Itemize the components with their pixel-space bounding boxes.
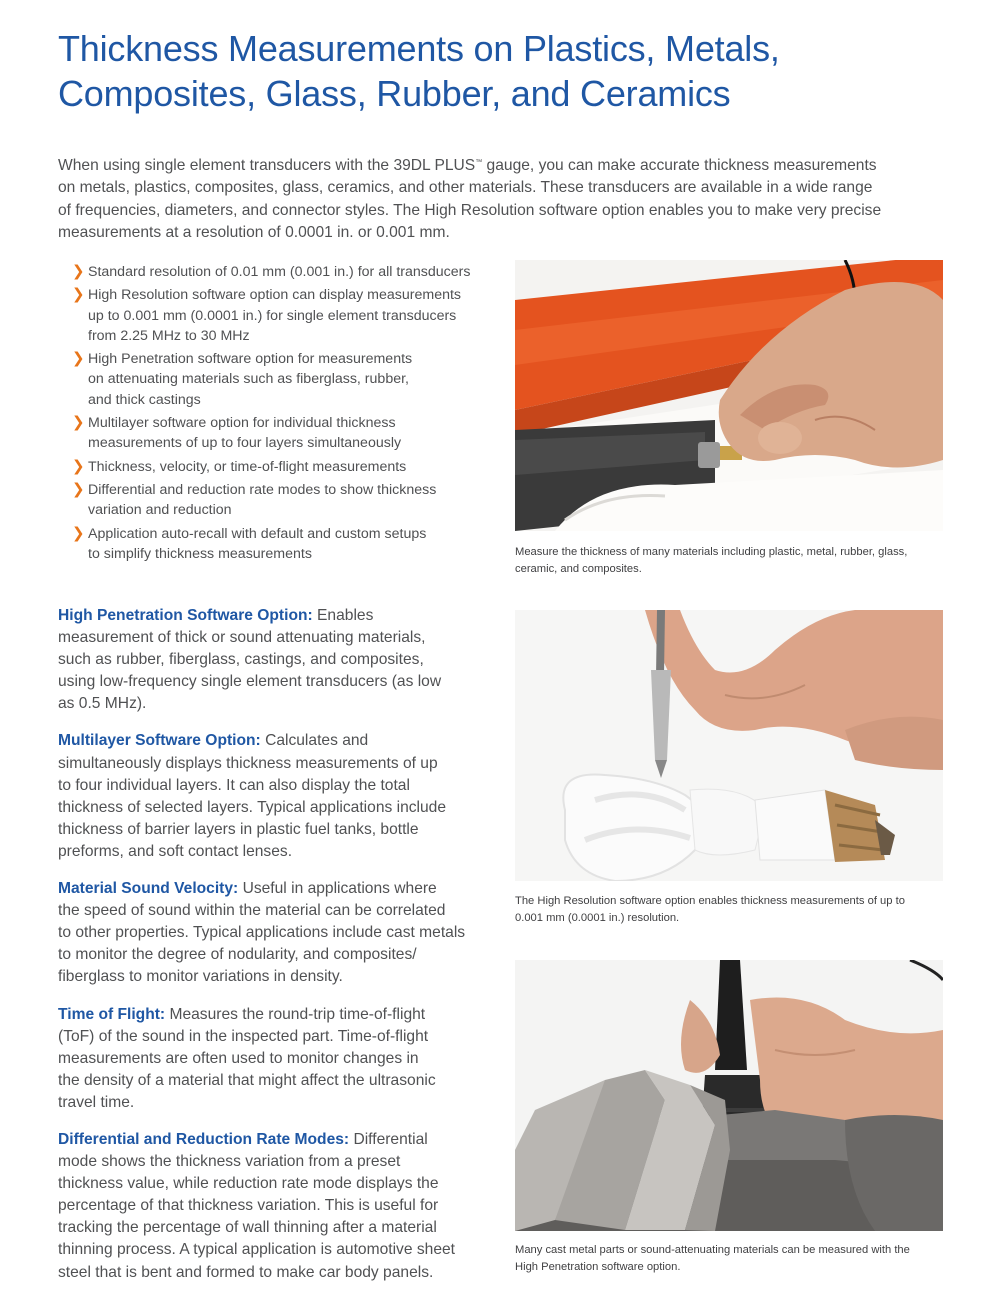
option-heading: Differential and Reduction Rate Modes: bbox=[58, 1130, 350, 1148]
intro-line-3: of frequencies, diameters, and connector styles. The High Resolution software option enables you to make very precise bbox=[58, 201, 882, 219]
option-section bbox=[58, 730, 498, 863]
option-section-line: to four individual layers. It can also display the total bbox=[58, 776, 410, 794]
feature-bullet bbox=[72, 457, 492, 477]
option-text: Measures the round-trip time-of-flight bbox=[165, 1005, 426, 1023]
option-section-line bbox=[58, 1129, 498, 1151]
photo-pipes-illustration bbox=[515, 260, 943, 531]
intro-line-1: When using single element transducers with the 39DL PLUS™ gauge, you can make accurate thickness measurements bbox=[58, 157, 877, 174]
caption-2-line-2: 0.001 mm (0.0001 in.) resolution. bbox=[515, 912, 680, 924]
caption-3 bbox=[515, 1242, 945, 1276]
photo-cast-metal-illustration bbox=[515, 960, 943, 1231]
option-text: Enables bbox=[312, 607, 374, 624]
photo-pipes-measurement bbox=[515, 260, 943, 531]
option-heading: Multilayer Software Option: bbox=[58, 732, 261, 750]
option-section-line: to other properties. Typical applications include cast metals bbox=[58, 924, 466, 942]
feature-bullet-line: Standard resolution of 0.01 mm (0.001 in.) for all transducers bbox=[88, 264, 471, 280]
option-section-line: the density of a material that might affect the ultrasonic bbox=[58, 1071, 436, 1089]
option-section-line: thinning process. A typical application is automotive sheet bbox=[58, 1241, 456, 1259]
option-section-line: percentage of that thickness variation. This is useful for bbox=[58, 1197, 439, 1215]
feature-bullet-line: measurements of up to four layers simultaneously bbox=[88, 435, 402, 452]
feature-bullet-line: High Penetration software option for measurements bbox=[88, 351, 413, 368]
option-section-line: such as rubber, fiberglass, castings, and composites, bbox=[58, 651, 424, 669]
option-section-line: thickness value, while reduction rate mode displays the bbox=[58, 1175, 439, 1193]
feature-bullet-line: Differential and reduction rate modes to show thickness bbox=[88, 481, 437, 498]
feature-bullet-line: Thickness, velocity, or time-of-flight measurements bbox=[88, 458, 407, 475]
feature-bullet bbox=[72, 524, 492, 565]
title-line-1: Thickness Measurements on Plastics, Metals, bbox=[58, 28, 780, 69]
option-text: Differential bbox=[349, 1130, 428, 1148]
option-section-line bbox=[58, 605, 498, 627]
intro-line-2: on metals, plastics, composites, glass, ceramics, and other materials. These transducers are available in a wide range bbox=[58, 179, 873, 197]
option-section-line: measurements are often used to monitor changes in bbox=[58, 1049, 419, 1067]
page-title bbox=[58, 26, 938, 116]
option-heading: Material Sound Velocity: bbox=[58, 880, 239, 898]
chevron-right-icon: ❯ bbox=[72, 286, 85, 304]
feature-bullet-line: and thick castings bbox=[88, 391, 201, 408]
option-section-line: as 0.5 MHz). bbox=[58, 695, 147, 713]
option-section-line: preforms, and soft contact lenses. bbox=[58, 842, 293, 860]
photo-bulb-illustration bbox=[515, 610, 943, 881]
option-section bbox=[58, 1129, 498, 1284]
caption-1-line-1: Measure the thickness of many materials including plastic, metal, rubber, glass, bbox=[515, 546, 908, 558]
chevron-right-icon: ❯ bbox=[72, 263, 85, 280]
option-heading: Time of Flight: bbox=[58, 1005, 166, 1023]
feature-bullet bbox=[72, 349, 492, 410]
caption-1-line-2: ceramic, and composites. bbox=[515, 563, 642, 575]
feature-bullet bbox=[72, 262, 492, 282]
option-section-line bbox=[58, 1004, 498, 1026]
option-heading: High Penetration Software Option: bbox=[58, 607, 313, 624]
caption-2 bbox=[515, 893, 945, 927]
caption-2-line-1: The High Resolution software option enables thickness measurements of up to bbox=[515, 895, 905, 907]
option-section-line bbox=[58, 730, 498, 752]
chevron-right-icon: ❯ bbox=[72, 457, 85, 475]
option-section-line: using low-frequency single element transducers (as low bbox=[58, 673, 442, 691]
feature-bullet-list bbox=[72, 262, 492, 567]
option-section-line: mode shows the thickness variation from a preset bbox=[58, 1153, 401, 1171]
option-section-line bbox=[58, 878, 498, 900]
option-section-line: travel time. bbox=[58, 1093, 135, 1111]
feature-bullet bbox=[72, 285, 492, 346]
option-section bbox=[58, 878, 498, 988]
option-text: Calculates and bbox=[260, 732, 369, 750]
option-section-line: steel that is bent and formed to make car body panels. bbox=[58, 1263, 434, 1281]
trademark-symbol: ™ bbox=[475, 159, 483, 166]
feature-bullet bbox=[72, 413, 492, 454]
intro-paragraph bbox=[58, 152, 938, 244]
feature-bullet-line: from 2.25 MHz to 30 MHz bbox=[88, 327, 250, 344]
feature-bullet-line: up to 0.001 mm (0.0001 in.) for single element transducers bbox=[88, 307, 457, 324]
option-section-line: thickness of barrier layers in plastic fuel tanks, bottle bbox=[58, 820, 419, 838]
option-section bbox=[58, 605, 498, 715]
option-section-line: the speed of sound within the material can be correlated bbox=[58, 902, 446, 920]
chevron-right-icon: ❯ bbox=[72, 414, 85, 432]
caption-1 bbox=[515, 544, 945, 578]
feature-bullet-line: High Resolution software option can display measurements bbox=[88, 287, 462, 304]
option-section bbox=[58, 1004, 498, 1114]
option-section-line: tracking the percentage of wall thinning after a material bbox=[58, 1219, 437, 1237]
chevron-right-icon: ❯ bbox=[72, 480, 85, 498]
caption-3-line-2: High Penetration software option. bbox=[515, 1261, 681, 1273]
feature-bullet-line: on attenuating materials such as fiberglass, rubber, bbox=[88, 371, 409, 388]
title-line-2: Composites, Glass, Rubber, and Ceramics bbox=[58, 73, 731, 114]
intro-line-4: measurements at a resolution of 0.0001 in. or 0.001 mm. bbox=[58, 223, 450, 241]
option-section-line: thickness of selected layers. Typical applications include bbox=[58, 798, 447, 816]
caption-3-line-1: Many cast metal parts or sound-attenuating materials can be measured with the bbox=[515, 1244, 910, 1256]
option-section-line: to monitor the degree of nodularity, and composites/ bbox=[58, 946, 417, 964]
option-section-line: fiberglass to monitor variations in density. bbox=[58, 968, 343, 986]
feature-bullet-line: Application auto-recall with default and custom setups bbox=[88, 525, 427, 542]
photo-bulb-measurement bbox=[515, 610, 943, 881]
option-text: Useful in applications where bbox=[238, 880, 437, 898]
feature-bullet-line: to simplify thickness measurements bbox=[88, 545, 312, 562]
option-section-line: (ToF) of the sound in the inspected part. Time-of-flight bbox=[58, 1027, 429, 1045]
chevron-right-icon: ❯ bbox=[72, 524, 85, 542]
photo-cast-metal-measurement bbox=[515, 960, 943, 1231]
feature-bullet-line: Multilayer software option for individual thickness bbox=[88, 415, 396, 432]
feature-bullet bbox=[72, 480, 492, 521]
feature-bullet-line: variation and reduction bbox=[88, 502, 232, 519]
option-section-line: simultaneously displays thickness measurements of up bbox=[58, 754, 438, 772]
chevron-right-icon: ❯ bbox=[72, 350, 85, 368]
option-section-line: measurement of thick or sound attenuating materials, bbox=[58, 629, 426, 647]
software-options-sections bbox=[58, 605, 498, 1299]
